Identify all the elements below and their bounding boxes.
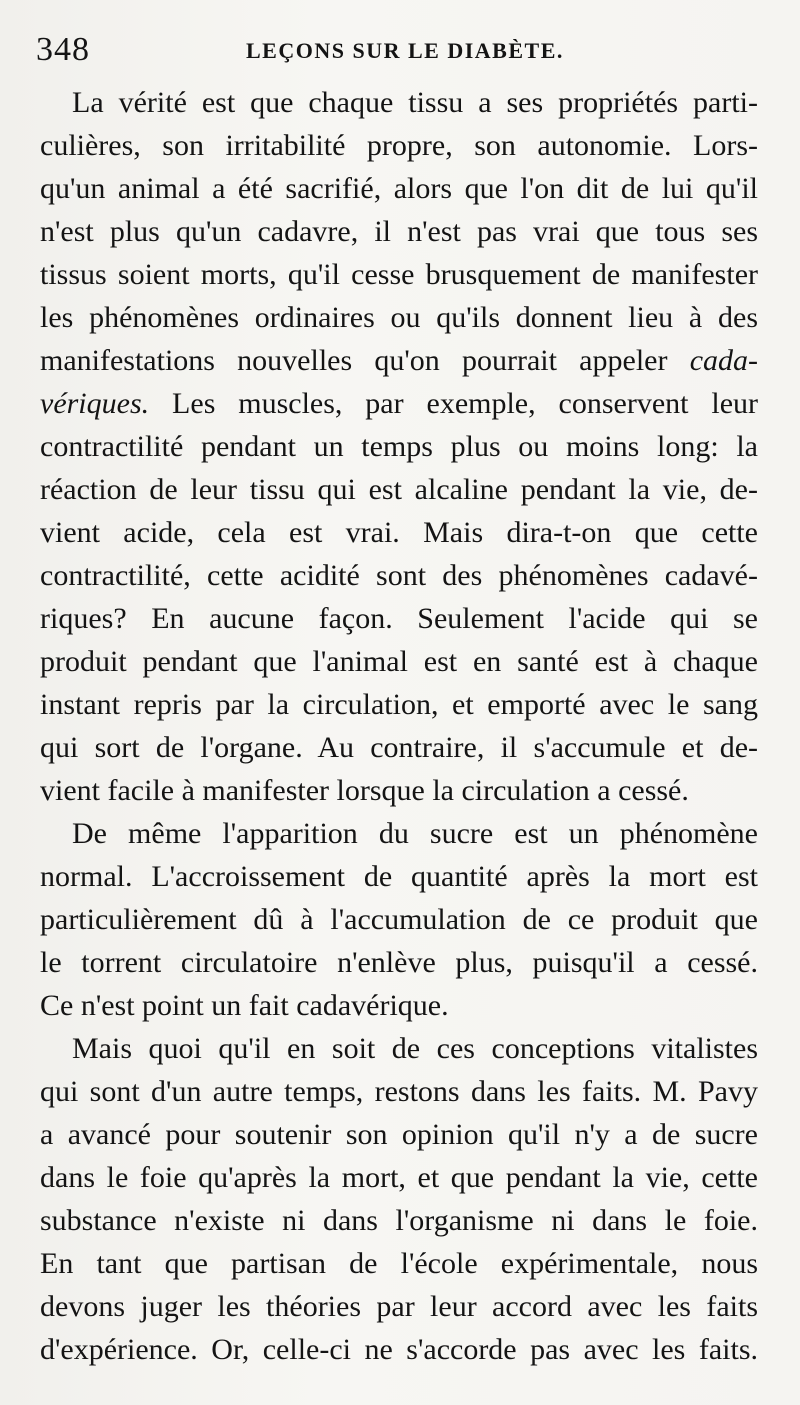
text-line: le torrent circulatoire n'enlève plus, puisqu'il a cessé.: [40, 946, 758, 979]
text-line: substance n'existe ni dans l'organisme ni dans le foie.: [40, 1204, 758, 1237]
text-line: n'est plus qu'un cadavre, il n'est pas vrai que tous ses: [40, 215, 758, 248]
text-segment: Les muscles, par exemple, conservent leur: [172, 387, 759, 420]
text-line: qu'un animal a été sacrifié, alors que l'on dit de lui qu'il: [40, 172, 758, 205]
text-line: les phénomènes ordinaires ou qu'ils donnent lieu à des: [40, 301, 758, 334]
text-line: réaction de leur tissu qui est alcaline pendant la vie, de-: [40, 473, 758, 506]
running-title: LEÇONS SUR LE DIABÈTE.: [246, 38, 564, 63]
text-line: La vérité est que chaque tissu a ses propriétés parti-: [72, 86, 758, 119]
text-line: particulièrement dû à l'accumulation de ce produit que: [40, 903, 758, 936]
text-segment: manifestations nouvelles qu'on pourrait appeler: [40, 344, 668, 377]
text-line: Mais quoi qu'il en soit de ces conceptions vitalistes: [72, 1032, 758, 1065]
text-line-with-italic: [40, 340, 758, 382]
text-line: devons juger les théories par leur accord avec les faits: [40, 1290, 758, 1323]
italic-word: cada-: [689, 344, 758, 377]
text-line-with-italic: [40, 383, 758, 425]
text-line: dans le foie qu'après la mort, et que pendant la vie, cette: [40, 1161, 758, 1194]
text-line: tissus soient morts, qu'il cesse brusquement de manifester: [40, 258, 758, 291]
text-line: De même l'apparition du sucre est un phénomène: [72, 817, 758, 850]
text-line: riques? En aucune façon. Seulement l'acide qui se: [40, 602, 758, 635]
italic-word: vériques.: [40, 387, 150, 420]
text-line: contractilité, cette acidité sont des phénomènes cadavé-: [40, 559, 758, 592]
text-line: Ce n'est point un fait cadavérique.: [40, 989, 449, 1022]
text-line: a avancé pour soutenir son opinion qu'il n'y a de sucre: [40, 1118, 758, 1151]
text-line: qui sort de l'organe. Au contraire, il s'accumule et de-: [40, 731, 758, 764]
text-line: culières, son irritabilité propre, son autonomie. Lors-: [40, 129, 758, 162]
text-line: vient facile à manifester lorsque la circulation a cessé.: [40, 774, 689, 807]
text-line: vient acide, cela est vrai. Mais dira-t-on que cette: [40, 516, 758, 549]
text-line: qui sont d'un autre temps, restons dans les faits. M. Pavy: [40, 1075, 758, 1108]
text-line: En tant que partisan de l'école expérimentale, nous: [40, 1247, 758, 1280]
page-number: 348: [36, 31, 90, 68]
page-header: [36, 30, 780, 70]
text-line: produit pendant que l'animal est en santé est à chaque: [40, 645, 758, 678]
text-line: contractilité pendant un temps plus ou moins long: la: [40, 430, 758, 463]
text-line: normal. L'accroissement de quantité après la mort est: [40, 860, 758, 893]
text-line: d'expérience. Or, celle-ci ne s'accorde pas avec les faits.: [40, 1333, 758, 1366]
text-line: instant repris par la circulation, et emporté avec le sang: [40, 688, 758, 721]
